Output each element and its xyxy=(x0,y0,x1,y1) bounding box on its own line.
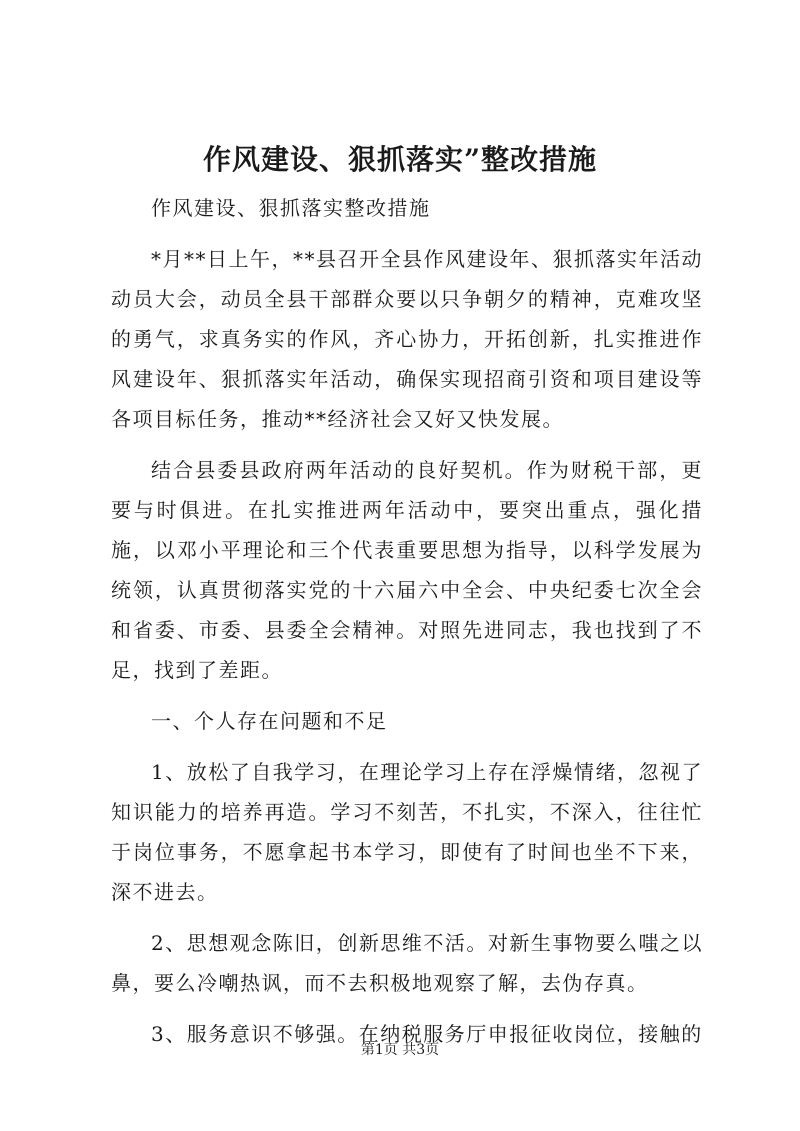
paragraph-item-1: 1、放松了自我学习，在理论学习上存在浮燥情绪，忽视了知识能力的培养再造。学习不刻苦，不扎实，不深入，往往忙于岗位事务，不愿拿起书本学习，即使有了时间也坐不下来，深不进去。 xyxy=(111,760,703,904)
page-footer: 第1页 共3页 xyxy=(360,1042,440,1058)
paragraph-context: 结合县委县政府两年活动的良好契机。作为财税干部，更要与时俱进。在扎实推进两年活动中，要突出重点，强化措施，以邓小平理论和三个代表重要思想为指导，以科学发展为统领，认真贯彻落实党的十六届六中全会、中央纪委七次全会和省委、市委、县委全会精神。对照先进同志，我也找到了不足，找到了差距。 xyxy=(111,458,703,682)
section-heading: 一、个人存在问题和不足 xyxy=(151,709,388,733)
paragraph-item-3: 3、服务意识不够强。在纳税服务厅申报征收岗位，接触的 xyxy=(151,1022,703,1046)
paragraph-item-2: 2、思想观念陈旧，创新思维不活。对新生事物要么嗤之以鼻，要么冷嘲热讽，而不去积极地观察了解，去伪存真。 xyxy=(111,931,703,995)
paragraph-subtitle: 作风建设、狠抓落实整改措施 xyxy=(151,196,431,220)
document-body xyxy=(111,188,703,1065)
paragraph-meeting: *月**日上午，**县召开全县作风建设年、狠抓落实年活动动员大会，动员全县干部群众要以只争朝夕的精神，克难攻坚的勇气，求真务实的作风，齐心协力，开拓创新，扎实推进作风建设年、狠抓落实年活动，确保实现招商引资和项目建设等各项目标任务，推动**经济社会又好又快发展。 xyxy=(111,247,703,431)
document-title: 作风建设、狠抓落实”整改措施 xyxy=(202,143,598,176)
